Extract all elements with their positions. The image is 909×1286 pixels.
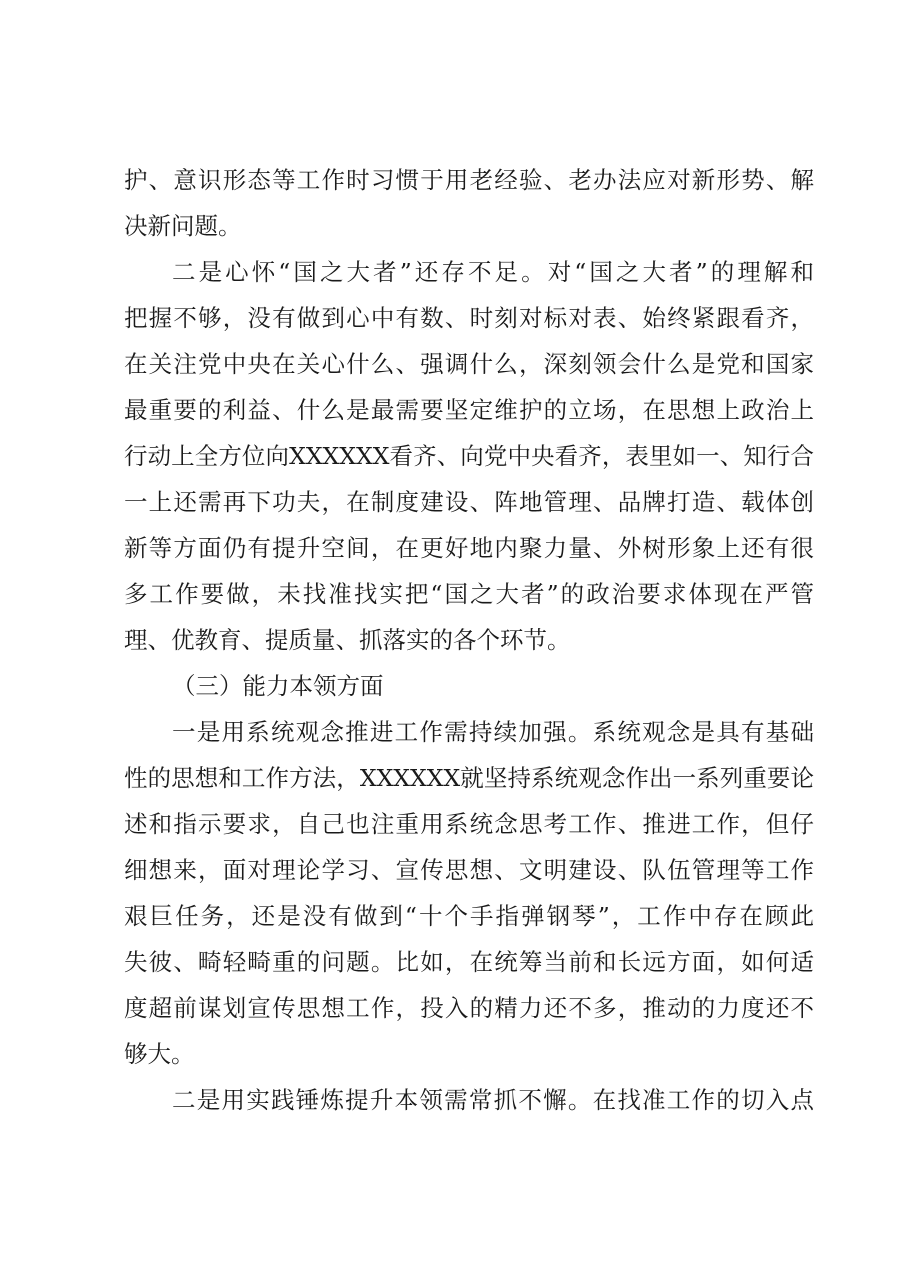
text-line: 在关注党中央在关心什么、强调什么，深刻领会什么是党和国家 <box>124 350 814 378</box>
paragraph-first-line: 一是用系统观念推进工作需持续加强。系统观念是具有基础 <box>172 718 814 746</box>
paragraph-first-line: 二是心怀“国之大者”还存不足。对“国之大者”的理解和 <box>172 258 814 286</box>
text-line: 行动上全方位向XXXXXX看齐、向党中央看齐，表里如一、知行合 <box>124 442 814 470</box>
section-heading: （三）能力本领方面 <box>172 672 384 700</box>
text-line: 失彼、畸轻畸重的问题。比如，在统筹当前和长远方面，如何适 <box>124 948 814 976</box>
text-line: 最重要的利益、什么是最需要坚定维护的立场，在思想上政治上 <box>124 396 814 424</box>
text-line: 决新问题。 <box>124 212 242 240</box>
text-line: 度超前谋划宣传思想工作，投入的精力还不多，推动的力度还不 <box>124 994 814 1022</box>
text-line: 性的思想和工作方法，XXXXXX就坚持系统观念作出一系列重要论 <box>124 764 814 792</box>
text-line: 把握不够，没有做到心中有数、时刻对标对表、始终紧跟看齐， <box>124 304 814 332</box>
text-line: 新等方面仍有提升空间，在更好地内聚力量、外树形象上还有很 <box>124 534 814 562</box>
paragraph-first-line: 二是用实践锤炼提升本领需常抓不懈。在找准工作的切入点 <box>172 1086 814 1114</box>
text-line: 护、意识形态等工作时习惯于用老经验、老办法应对新形势、解 <box>124 166 814 194</box>
text-line: 一上还需再下功夫，在制度建设、阵地管理、品牌打造、载体创 <box>124 488 814 516</box>
text-line: 细想来，面对理论学习、宣传思想、文明建设、队伍管理等工作 <box>124 856 814 884</box>
text-line: 多工作要做，未找准找实把“国之大者”的政治要求体现在严管 <box>124 580 814 608</box>
text-line: 艰巨任务，还是没有做到“十个手指弹钢琴”，工作中存在顾此 <box>124 902 814 930</box>
text-line: 理、优教育、提质量、抓落实的各个环节。 <box>124 626 571 654</box>
text-line: 述和指示要求，自己也注重用系统念思考工作、推进工作，但仔 <box>124 810 814 838</box>
text-line: 够大。 <box>124 1040 195 1068</box>
